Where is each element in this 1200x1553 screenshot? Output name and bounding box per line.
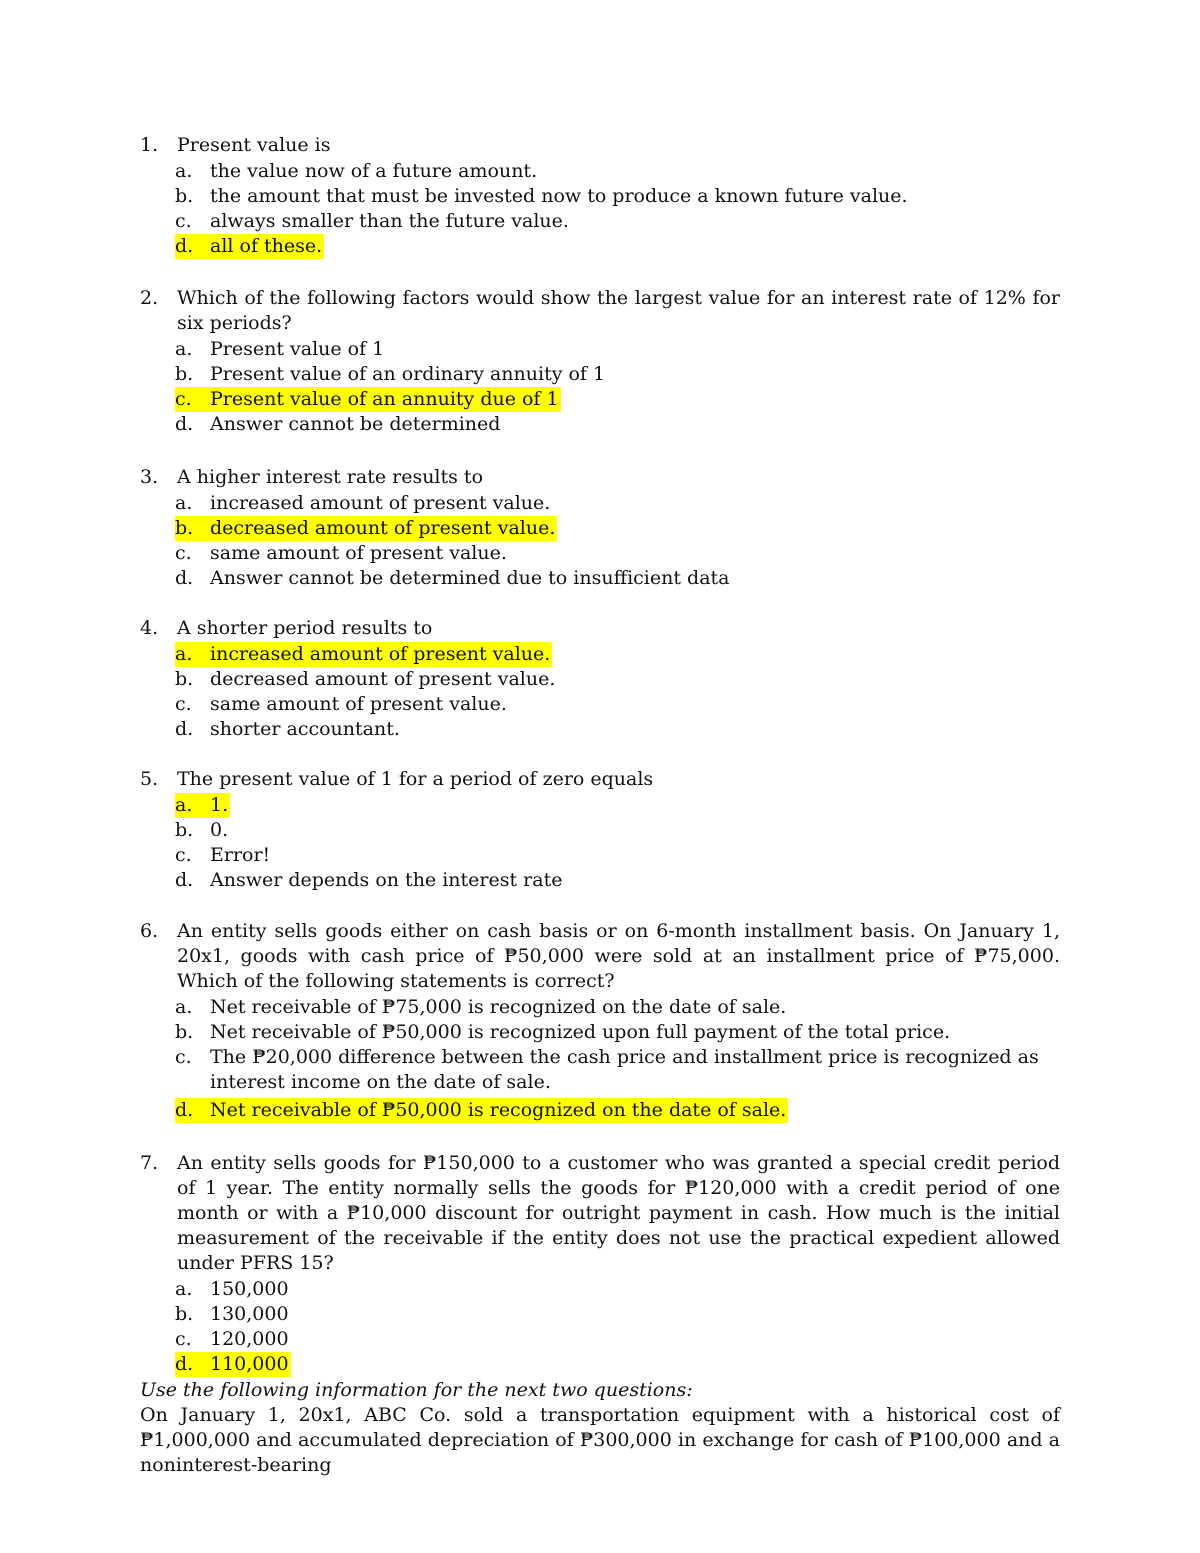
- choice-item-answer-highlighted: [175, 516, 557, 541]
- choice-letter: d.: [175, 1353, 194, 1375]
- choice-letter: c.: [175, 844, 192, 866]
- choice-item: [175, 362, 1060, 387]
- choice-letter: b.: [175, 185, 194, 207]
- choice-letter: d.: [175, 413, 194, 435]
- choice-item: [175, 692, 1060, 717]
- choice-text: same amount of present value.: [210, 693, 507, 715]
- choice-text: shorter accountant.: [210, 718, 400, 740]
- question-number: 5.: [140, 768, 159, 790]
- choice-list: [175, 793, 1060, 893]
- choice-letter: a.: [175, 492, 193, 514]
- choice-list: [175, 1277, 1060, 1377]
- choice-letter: c.: [175, 693, 192, 715]
- choice-letter: b.: [175, 517, 194, 539]
- choice-text: Present value of an annuity due of 1: [210, 388, 559, 410]
- choice-list: [175, 159, 1060, 259]
- choice-list: [175, 337, 1060, 437]
- choice-text: 130,000: [210, 1303, 289, 1325]
- choice-text: Net receivable of ₱50,000 is recognized upon full payment of the total price.: [210, 1021, 951, 1043]
- choice-text: increased amount of present value.: [210, 492, 551, 514]
- question-text: A higher interest rate results to: [177, 466, 484, 488]
- question-4: [140, 616, 1060, 742]
- choice-text: The ₱20,000 difference between the cash price and installment price is recognized as interest income on the date of sale.: [210, 1046, 1039, 1093]
- choice-text: same amount of present value.: [210, 542, 507, 564]
- choice-item: [175, 868, 1060, 893]
- choice-item: [175, 995, 1060, 1020]
- choice-item: [175, 717, 1060, 742]
- question-1: [140, 133, 1060, 259]
- choice-letter: a.: [175, 160, 193, 182]
- choice-item-answer-highlighted: [175, 234, 324, 259]
- choice-text: Present value of 1: [210, 338, 385, 360]
- choice-text: the value now of a future amount.: [210, 160, 538, 182]
- choice-text: 110,000: [210, 1353, 289, 1375]
- choice-text: 120,000: [210, 1328, 289, 1350]
- choice-text: increased amount of present value.: [210, 643, 551, 665]
- question-text: Which of the following factors would show the largest value for an interest rate of 12% for six periods?: [177, 287, 1060, 334]
- choice-letter: c.: [175, 1328, 192, 1350]
- choice-text: 1.: [210, 794, 229, 816]
- choice-letter: b.: [175, 819, 194, 841]
- choice-item: [175, 412, 1060, 437]
- choice-text: Error!: [210, 844, 271, 866]
- choice-item-answer-highlighted: [175, 642, 552, 667]
- choice-item: [175, 1020, 1060, 1045]
- choice-list: [175, 491, 1060, 591]
- choice-item: [175, 491, 1060, 516]
- choice-item: [175, 1277, 1060, 1302]
- choice-item: [175, 667, 1060, 692]
- question-text: Present value is: [177, 134, 331, 156]
- choice-letter: c.: [175, 210, 192, 232]
- choice-letter: a.: [175, 1278, 193, 1300]
- choice-item-answer-highlighted: [175, 1352, 291, 1377]
- choice-item: [175, 184, 1060, 209]
- choice-text: 0.: [210, 819, 229, 841]
- choice-item: [175, 337, 1060, 362]
- choice-letter: d.: [175, 718, 194, 740]
- choice-letter: c.: [175, 388, 192, 410]
- choice-text: decreased amount of present value.: [210, 668, 556, 690]
- choice-list: [175, 642, 1060, 742]
- question-7: [140, 1151, 1060, 1377]
- question-6: [140, 919, 1060, 1123]
- question-number: 2.: [140, 287, 159, 309]
- choice-item: [175, 1302, 1060, 1327]
- choice-item: [175, 566, 1060, 591]
- question-number: 4.: [140, 617, 159, 639]
- choice-letter: d.: [175, 1099, 194, 1121]
- choice-text: Present value of an ordinary annuity of 1: [210, 363, 606, 385]
- question-3: [140, 465, 1060, 591]
- choice-letter: d.: [175, 567, 194, 589]
- question-text: A shorter period results to: [177, 617, 433, 639]
- choice-item-answer-highlighted: [175, 793, 230, 818]
- question-text: An entity sells goods either on cash basis or on 6-month installment basis. On January 1, 20x1, goods with cash price of ₱50,000 were sold at an installment price of ₱75,000. Which of the following statements is correct?: [177, 920, 1060, 992]
- choice-item: [175, 1327, 1060, 1352]
- choice-text: Net receivable of ₱50,000 is recognized on the date of sale.: [210, 1099, 787, 1121]
- choice-list: [175, 995, 1060, 1123]
- choice-letter: a.: [175, 643, 193, 665]
- choice-text: Net receivable of ₱75,000 is recognized on the date of sale.: [210, 996, 787, 1018]
- question-2: [140, 286, 1060, 437]
- choice-text: decreased amount of present value.: [210, 517, 556, 539]
- choice-item: [175, 209, 1060, 234]
- question-number: 6.: [140, 920, 159, 942]
- information-body: On January 1, 20x1, ABC Co. sold a transportation equipment with a historical cost of ₱1,000,000 and accumulated depreciation of ₱300,000 in exchange for cash of ₱100,000 and a noninterest-bearing: [140, 1404, 1060, 1476]
- information-block: [140, 1378, 1060, 1478]
- choice-letter: b.: [175, 363, 194, 385]
- choice-item-answer-highlighted: [175, 387, 561, 412]
- choice-text: Answer cannot be determined due to insufficient data: [210, 567, 730, 589]
- choice-text: Answer depends on the interest rate: [210, 869, 563, 891]
- choice-letter: b.: [175, 1303, 194, 1325]
- information-heading: Use the following information for the next two questions:: [140, 1379, 693, 1401]
- choice-item: [175, 159, 1060, 184]
- choice-letter: d.: [175, 869, 194, 891]
- choice-text: all of these.: [210, 235, 323, 257]
- choice-item: [175, 541, 1060, 566]
- choice-letter: a.: [175, 996, 193, 1018]
- question-5: [140, 767, 1060, 893]
- choice-item: [175, 818, 1060, 843]
- choice-text: the amount that must be invested now to produce a known future value.: [210, 185, 908, 207]
- choice-letter: d.: [175, 235, 194, 257]
- choice-letter: c.: [175, 1046, 192, 1068]
- choice-item-answer-highlighted: [175, 1098, 788, 1123]
- choice-text: always smaller than the future value.: [210, 210, 569, 232]
- question-text: An entity sells goods for ₱150,000 to a customer who was granted a special credit period of 1 year. The entity normally sells the goods for ₱120,000 with a credit period of one month or with a ₱10,000 discount for outright payment in cash. How much is the initial measurement of the receivable if the entity does not use the practical expedient allowed under PFRS 15?: [177, 1152, 1060, 1274]
- choice-letter: b.: [175, 668, 194, 690]
- choice-letter: c.: [175, 542, 192, 564]
- choice-item: [175, 1045, 1060, 1095]
- question-number: 7.: [140, 1152, 159, 1174]
- choice-text: 150,000: [210, 1278, 289, 1300]
- choice-letter: a.: [175, 794, 193, 816]
- question-text: The present value of 1 for a period of zero equals: [177, 768, 654, 790]
- question-number: 1.: [140, 134, 159, 156]
- choice-letter: b.: [175, 1021, 194, 1043]
- choice-text: Answer cannot be determined: [210, 413, 501, 435]
- choice-letter: a.: [175, 338, 193, 360]
- choice-item: [175, 843, 1060, 868]
- question-number: 3.: [140, 466, 159, 488]
